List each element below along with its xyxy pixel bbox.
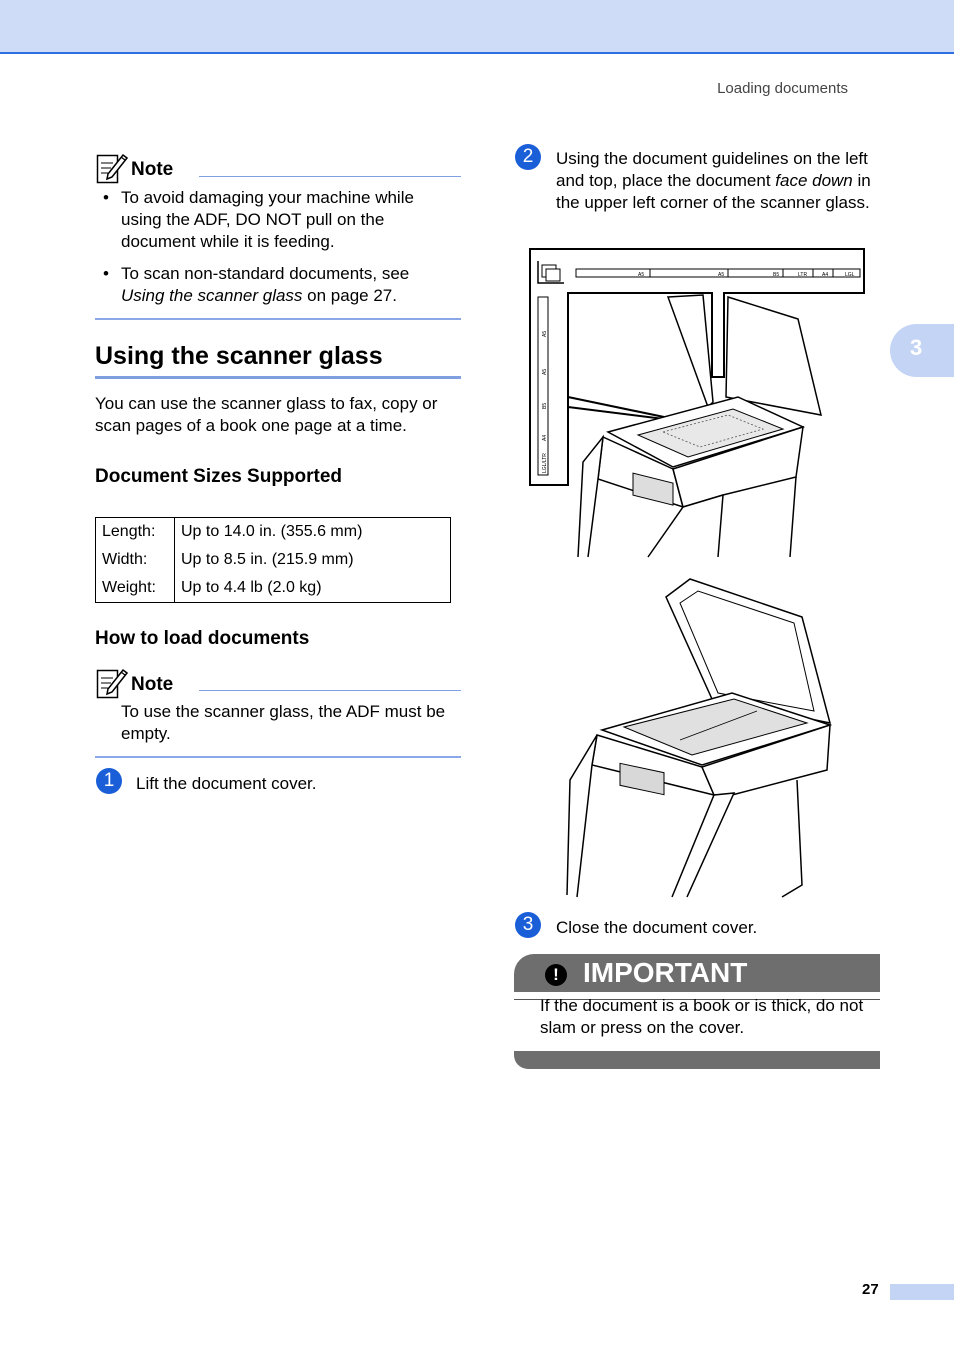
how-to-title: How to load documents bbox=[95, 628, 310, 649]
guide-label: A4 bbox=[542, 434, 548, 441]
scanner-guidelines-illustration bbox=[528, 247, 866, 559]
page-number-bar bbox=[890, 1284, 954, 1300]
important-text: If the document is a book or is thick, do not slam or press on the cover. bbox=[540, 996, 864, 1037]
note-end-rule bbox=[95, 756, 461, 758]
open-cover-illustration bbox=[562, 575, 832, 900]
row-label: Width: bbox=[96, 546, 175, 574]
table-row bbox=[96, 518, 451, 547]
step-2-text-start: Using the document guidelines on the left and top, place the document bbox=[556, 149, 868, 190]
note-title: Note bbox=[131, 159, 174, 180]
step-number: 3 bbox=[515, 912, 541, 938]
exclamation-icon: ! bbox=[545, 964, 567, 986]
guide-label: A5 bbox=[638, 272, 645, 278]
section-intro: You can use the scanner glass to fax, copy or scan pages of a book one page at a time. bbox=[95, 394, 438, 435]
row-value: Up to 8.5 in. (215.9 mm) bbox=[181, 551, 354, 568]
step-2-emphasis: face down bbox=[775, 171, 853, 190]
chapter-number: 3 bbox=[910, 335, 923, 360]
note-text: To use the scanner glass, the ADF must be empty. bbox=[121, 702, 446, 743]
chapter-tab bbox=[890, 324, 954, 377]
step-number: 1 bbox=[96, 768, 122, 794]
guide-label: A5 bbox=[542, 368, 548, 375]
section-title: Using the scanner glass bbox=[95, 342, 383, 370]
note-bullet-2-text-end: on page 27. bbox=[302, 286, 397, 305]
doc-sizes-title: Document Sizes Supported bbox=[95, 466, 343, 487]
row-label: Length: bbox=[96, 518, 175, 547]
note-title: Note bbox=[131, 674, 174, 695]
guide-label: B5 bbox=[542, 402, 548, 409]
note-bullet-1: To avoid damaging your machine while using the ADF, DO NOT pull on the document while it is feeding. bbox=[121, 188, 414, 251]
step-1-text: Lift the document cover. bbox=[136, 774, 317, 793]
running-head: Loading documents bbox=[717, 80, 848, 97]
row-value: Up to 14.0 in. (355.6 mm) bbox=[181, 523, 363, 540]
bullet-marker: • bbox=[103, 188, 109, 207]
row-value: Up to 4.4 lb (2.0 kg) bbox=[181, 579, 322, 596]
guide-label: A5 bbox=[718, 272, 725, 278]
important-footer bbox=[514, 1051, 880, 1069]
step-number: 2 bbox=[515, 144, 541, 170]
page-number: 27 bbox=[862, 1281, 879, 1298]
doc-sizes-table bbox=[95, 517, 451, 603]
bullet-marker: • bbox=[103, 264, 109, 283]
guide-label: B5 bbox=[773, 272, 780, 278]
note-title-rule bbox=[199, 690, 461, 691]
note-bullet-2-text: To scan non-standard documents, see bbox=[121, 264, 410, 283]
important-title: IMPORTANT bbox=[583, 957, 748, 988]
step-2-text-end: in the upper left corner of the scanner glass. bbox=[556, 171, 871, 212]
guide-label: LGL bbox=[845, 272, 855, 278]
table-row bbox=[96, 546, 451, 574]
note-pencil-icon bbox=[96, 152, 128, 184]
section-title-rule bbox=[95, 376, 461, 379]
note-bullet-2 bbox=[121, 263, 456, 307]
guide-label: A4 bbox=[822, 272, 829, 278]
row-label: Weight: bbox=[96, 574, 175, 603]
step-3-text: Close the document cover. bbox=[556, 918, 758, 937]
note-pencil-icon bbox=[96, 667, 128, 699]
header-bar bbox=[0, 0, 954, 54]
step-2-text bbox=[556, 148, 874, 214]
note-title-rule bbox=[199, 176, 461, 177]
cross-reference-link[interactable]: Using the scanner glass bbox=[121, 286, 303, 305]
guide-label: LGL/LTR bbox=[542, 453, 548, 473]
guide-label: LTR bbox=[798, 272, 808, 278]
note-end-rule bbox=[95, 318, 461, 320]
guide-label: A5 bbox=[542, 330, 548, 337]
table-row bbox=[96, 574, 451, 603]
